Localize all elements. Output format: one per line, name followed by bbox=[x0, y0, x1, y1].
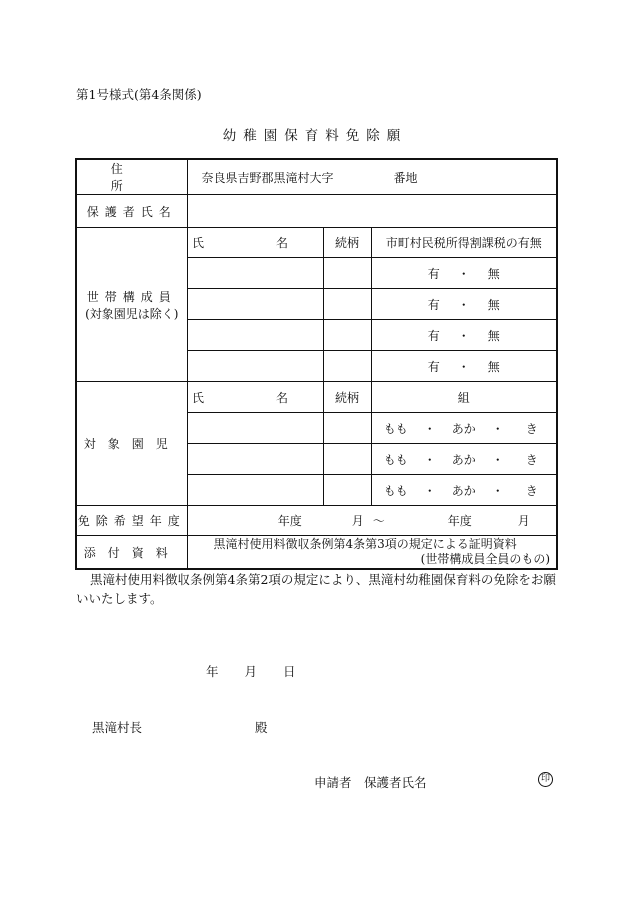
document-title: 幼稚園保育料免除願 bbox=[222, 128, 408, 144]
exemption-period-field[interactable]: 年度 月 ～ 年度 月 bbox=[187, 506, 557, 536]
household-col-tax: 市町村民税所得割課税の有無 bbox=[371, 228, 557, 258]
child-relation-field[interactable] bbox=[323, 444, 371, 475]
child-name-field[interactable] bbox=[187, 444, 323, 475]
address-field[interactable] bbox=[187, 159, 557, 195]
household-name-field[interactable] bbox=[187, 258, 323, 289]
addressee: 黒滝村長 bbox=[92, 720, 143, 735]
household-col-name: 氏 名 bbox=[187, 228, 323, 258]
exemption-period-label: 免除希望年度 bbox=[76, 506, 187, 536]
form-number-label: 第1号様式(第4条関係) bbox=[76, 87, 202, 102]
target-child-label: 対象園児 bbox=[76, 382, 187, 506]
date-day: 日 bbox=[283, 664, 296, 679]
household-label-main: 世帯構成員 bbox=[86, 289, 177, 304]
child-col-class: 組 bbox=[371, 382, 557, 413]
applicant-label: 申請者 保護者氏名 bbox=[314, 775, 427, 790]
child-col-relation: 続柄 bbox=[323, 382, 371, 413]
guardian-name-label: 保護者氏名 bbox=[76, 195, 187, 228]
household-col-relation: 続柄 bbox=[323, 228, 371, 258]
seal-icon: 印 bbox=[538, 772, 553, 787]
child-relation-field[interactable] bbox=[323, 413, 371, 444]
household-relation-field[interactable] bbox=[323, 258, 371, 289]
household-tax-choice[interactable]: 有 ・ 無 bbox=[371, 258, 557, 289]
household-label-note: (対象園児は除く) bbox=[85, 306, 179, 321]
guardian-name-field[interactable] bbox=[187, 195, 557, 228]
child-class-choice[interactable]: もも ・ あか ・ き bbox=[371, 444, 557, 475]
address-suffix: 番地 bbox=[393, 170, 418, 185]
household-relation-field[interactable] bbox=[323, 289, 371, 320]
child-class-choice[interactable]: もも ・ あか ・ き bbox=[371, 413, 557, 444]
household-relation-field[interactable] bbox=[323, 320, 371, 351]
household-tax-choice[interactable]: 有 ・ 無 bbox=[371, 351, 557, 382]
date-field[interactable] bbox=[206, 662, 296, 680]
household-relation-field[interactable] bbox=[323, 351, 371, 382]
child-relation-field[interactable] bbox=[323, 475, 371, 506]
honorific: 殿 bbox=[255, 720, 268, 735]
child-class-choice[interactable]: もも ・ あか ・ き bbox=[371, 475, 557, 506]
household-name-field[interactable] bbox=[187, 351, 323, 382]
household-name-field[interactable] bbox=[187, 320, 323, 351]
child-col-name: 氏 名 bbox=[187, 382, 323, 413]
household-tax-choice[interactable]: 有 ・ 無 bbox=[371, 320, 557, 351]
attachment-description: 黒滝村使用料徴収条例第4条第3項の規定による証明資料 (世帯構成員全員のもの) bbox=[187, 536, 557, 570]
attachment-label: 添付資料 bbox=[76, 536, 187, 570]
household-tax-choice[interactable]: 有 ・ 無 bbox=[371, 289, 557, 320]
address-label: 住 所 bbox=[76, 159, 187, 195]
request-statement: 黒滝村使用料徴収条例第4条第2項の規定により、黒滝村幼稚園保育料の免除をお願いいたします。 bbox=[76, 572, 556, 606]
household-name-field[interactable] bbox=[187, 289, 323, 320]
child-name-field[interactable] bbox=[187, 413, 323, 444]
household-members-label bbox=[76, 228, 187, 382]
application-form-table bbox=[75, 158, 558, 570]
address-prefix: 奈良県吉野郡黒滝村大字 bbox=[201, 170, 334, 185]
child-name-field[interactable] bbox=[187, 475, 323, 506]
date-month: 月 bbox=[244, 664, 258, 679]
date-year: 年 bbox=[206, 664, 219, 679]
